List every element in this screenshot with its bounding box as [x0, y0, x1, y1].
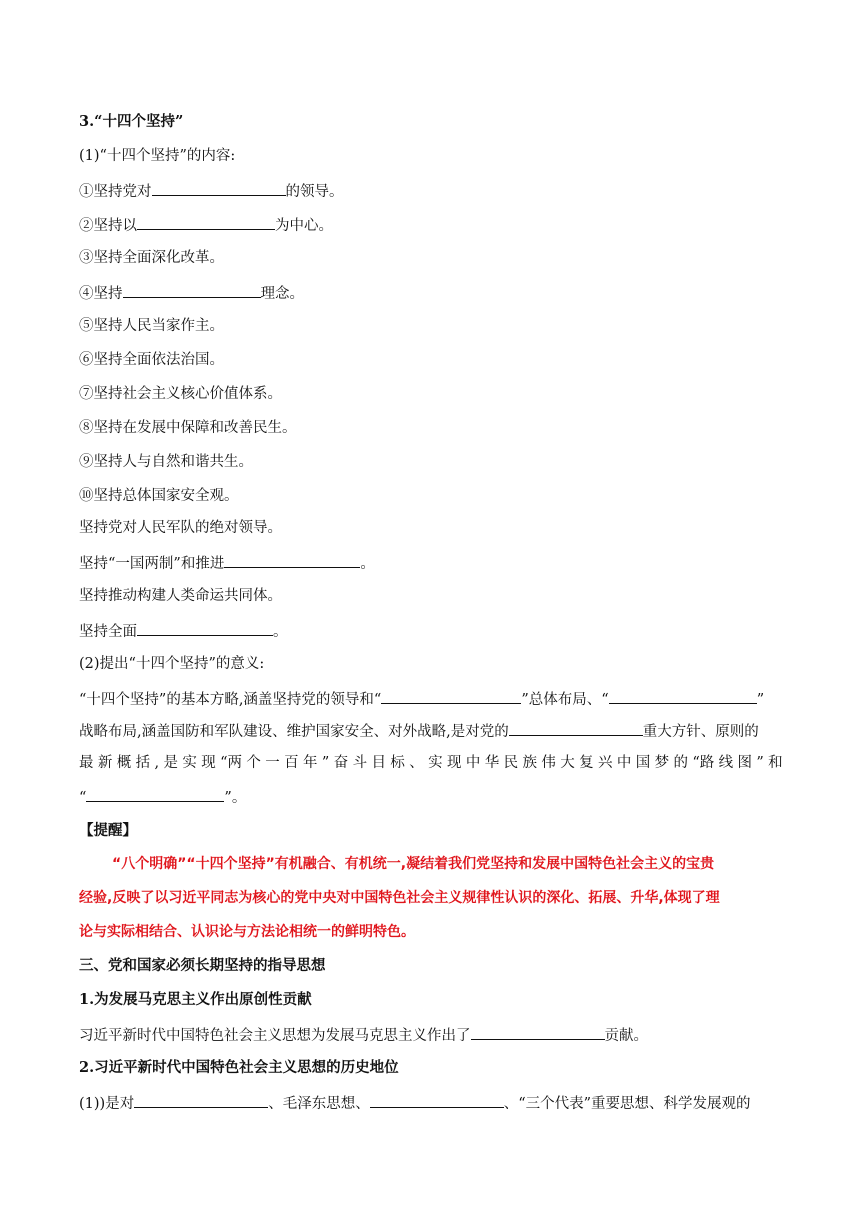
meaning-line-1: “十四个坚持”的基本方略,涵盖坚持党的领导和“ ”总体布局、“ ”: [79, 688, 783, 710]
section-heading: 3.“十四个坚持”: [79, 113, 184, 130]
fill-blank[interactable]: [152, 180, 286, 196]
item-6: ⑥坚持全面依法治国。: [79, 352, 224, 368]
fill-blank[interactable]: [137, 214, 275, 230]
fill-blank[interactable]: [137, 620, 273, 636]
part-heading: 三、党和国家必须长期坚持的指导思想: [79, 957, 326, 974]
meaning-line-3-char: “两: [220, 755, 243, 771]
meaning-line-3-char: 线: [718, 755, 734, 771]
meaning-line-2: 战略布局,涵盖国防和军队建设、维护国家安全、对外战略,是对党的 重大方针、原则的: [79, 720, 783, 742]
meaning-line-3-char: 图: [737, 755, 752, 771]
meaning-line-3-char: 目: [371, 755, 386, 771]
meaning-line-3-char: 斗: [352, 755, 368, 771]
meaning-line-3-char: “路: [692, 755, 715, 771]
item-3: ③坚持全面深化改革。: [79, 250, 224, 266]
meaning-line-3-char: 最: [79, 755, 94, 771]
meaning-line-3-char: 概: [116, 755, 132, 771]
item-12: 坚持“一国两制”和推进 。: [79, 552, 783, 574]
meaning-line-3-char: 和: [768, 755, 783, 771]
part-subheading-1: 1.为发展马克思主义作出原创性贡献: [79, 991, 312, 1008]
meaning-line-3-char: 族: [522, 755, 537, 771]
fill-blank[interactable]: [471, 1024, 605, 1040]
meaning-line-3-char: 国: [635, 755, 651, 771]
meaning-line-3-char: 实: [428, 755, 443, 771]
item-7: ⑦坚持社会主义核心价值体系。: [79, 386, 282, 402]
subheading-meaning: (2)提出“十四个坚持”的意义:: [79, 656, 265, 672]
item-8: ⑧坚持在发展中保障和改善民生。: [79, 420, 297, 436]
item-14: 坚持全面 。: [79, 620, 783, 642]
meaning-line-3-char: 标: [390, 755, 405, 771]
meaning-line-3-char: 梦: [654, 755, 670, 771]
item-1: ①坚持党对 的领导。: [79, 180, 783, 202]
fill-blank[interactable]: [381, 688, 521, 704]
reminder-line-3: 论与实际相结合、认识论与方法论相统一的鲜明特色。: [79, 924, 415, 940]
meaning-line-3-char: 的: [673, 755, 688, 771]
item-9: ⑨坚持人与自然和谐共生。: [79, 454, 253, 470]
meaning-line-3-char: 现: [446, 755, 462, 771]
meaning-line-3-char: 年: [303, 755, 318, 771]
meaning-line-3-char: ,: [154, 755, 160, 771]
meaning-line-3-char: 个: [246, 755, 261, 771]
reminder-label: 【提醒】: [79, 822, 137, 839]
meaning-line-3-char: 新: [97, 755, 113, 771]
item-4: ④坚持 理念。: [79, 282, 783, 304]
fill-blank[interactable]: [134, 1092, 268, 1108]
meaning-line-3-char: ”: [756, 755, 764, 771]
meaning-line-3: [79, 753, 783, 773]
part-subheading-2: 2.习近平新时代中国特色社会主义思想的历史地位: [79, 1059, 399, 1076]
meaning-line-3-char: 、: [409, 755, 424, 771]
meaning-line-3-char: 百: [284, 755, 299, 771]
meaning-line-3-char: 奋: [333, 755, 349, 771]
meaning-line-3-char: 兴: [597, 755, 613, 771]
meaning-line-3-char: 实: [182, 755, 197, 771]
fill-blank[interactable]: [224, 552, 360, 568]
fill-blank[interactable]: [370, 1092, 504, 1108]
meaning-line-3-char: 复: [579, 755, 594, 771]
reminder-line-2: 经验,反映了以习近平同志为核心的党中央对中国特色社会主义规律性认识的深化、拓展、升华,体现了理: [79, 890, 720, 906]
item-5: ⑤坚持人民当家作主。: [79, 318, 224, 334]
item-10: ⑩坚持总体国家安全观。: [79, 488, 239, 504]
fill-blank[interactable]: [86, 786, 224, 802]
meaning-line-3-char: 大: [560, 755, 575, 771]
item-11: 坚持党对人民军队的绝对领导。: [79, 520, 282, 536]
meaning-line-3-char: 华: [484, 755, 500, 771]
meaning-line-3-char: 民: [503, 755, 519, 771]
fill-blank[interactable]: [509, 720, 643, 736]
meaning-line-3-char: 现: [201, 755, 216, 771]
meaning-line-3-char: ”: [321, 755, 330, 771]
subheading-content: (1)“十四个坚持”的内容:: [79, 148, 236, 164]
fill-blank[interactable]: [123, 282, 261, 298]
item-13: 坚持推动构建人类命运共同体。: [79, 588, 282, 604]
meaning-line-3-char: 伟: [541, 755, 556, 771]
item-2: ②坚持以 为中心。: [79, 214, 783, 236]
meaning-line-3-char: 中: [616, 755, 632, 771]
historical-status-line: (1))是对 、毛泽东思想、 、“三个代表”重要思想、科学发展观的: [79, 1092, 783, 1114]
meaning-line-3-char: 是: [163, 755, 178, 771]
fill-blank[interactable]: [609, 688, 757, 704]
meaning-line-3-char: 一: [265, 755, 280, 771]
meaning-line-3-char: 中: [465, 755, 481, 771]
meaning-line-4: “ ”。: [79, 786, 783, 808]
reminder-line-1: “八个明确”“十四个坚持”有机融合、有机统一,凝结着我们党坚持和发展中国特色社会主义的宝贵: [112, 856, 715, 872]
contribution-line: 习近平新时代中国特色社会主义思想为发展马克思主义作出了 贡献。: [79, 1024, 783, 1046]
meaning-line-3-char: 括: [135, 755, 151, 771]
